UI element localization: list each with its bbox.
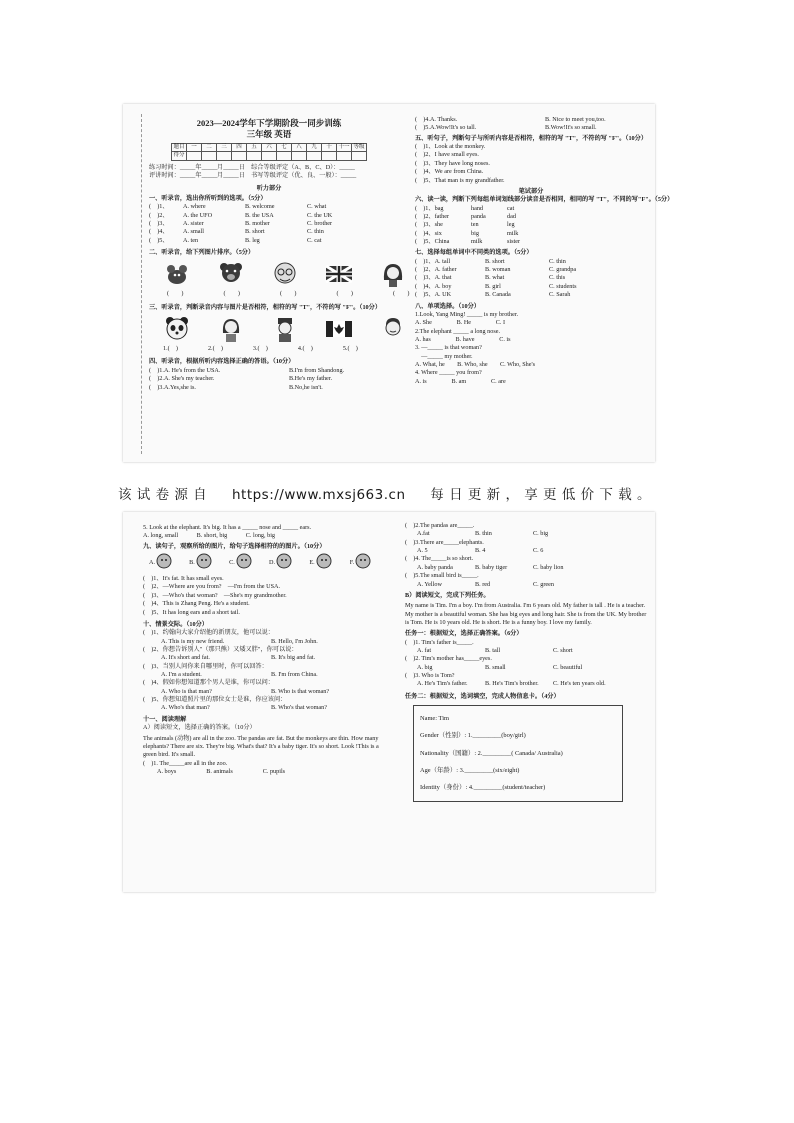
q8-title: 八、单项选择。（10分） bbox=[415, 302, 480, 310]
score-cell[interactable] bbox=[307, 152, 322, 160]
question-row bbox=[149, 367, 389, 375]
question-row bbox=[415, 266, 647, 274]
q8-line: 5. Look at the elephant. It's big. It has a _____ nose and _____ ears. bbox=[143, 524, 312, 531]
question-stem: ( )4、A. boy bbox=[415, 282, 452, 290]
answer-option[interactable]: B.Wow!It's so small. bbox=[545, 124, 597, 132]
q5-item: ( )1、Look at the monkey. bbox=[415, 143, 486, 151]
answer-option[interactable]: B. Canada bbox=[485, 291, 511, 299]
q7-list bbox=[415, 258, 647, 300]
question-row bbox=[149, 212, 389, 220]
question-row bbox=[149, 228, 389, 236]
answer-option[interactable]: A. Who is that man? bbox=[161, 687, 212, 695]
card-line: Gender（性别）: 1._________(boy/girl) bbox=[420, 732, 526, 740]
q8-line: A. is B. am C. are bbox=[415, 377, 506, 385]
q9-picture bbox=[147, 554, 175, 572]
question-row bbox=[415, 274, 647, 282]
score-cell[interactable] bbox=[322, 152, 337, 160]
task1-options bbox=[417, 647, 649, 655]
score-cell[interactable] bbox=[247, 152, 262, 160]
score-cell[interactable] bbox=[277, 152, 292, 160]
answer-option[interactable]: C. thin bbox=[549, 257, 566, 265]
rabbit-icon bbox=[155, 552, 173, 573]
readA-options bbox=[417, 581, 649, 589]
readA-title: A）阅读短文，选择正确的答案。（10分） bbox=[143, 724, 256, 732]
card-line: Nationality（国籍）: 2._________( Canada/ Australia) bbox=[420, 749, 563, 757]
question-row bbox=[415, 213, 647, 221]
card-line: Identity（身份）: 4._________(student/teacher) bbox=[420, 784, 546, 792]
q10-question: ( )2、你想告诉别人"（那只熊）又矮又胖"，你可以说： bbox=[143, 645, 298, 653]
answer-slot[interactable]: ( ) bbox=[223, 290, 240, 298]
task1-title: 任务一：根据短文，选择正确答案。（6分） bbox=[405, 630, 523, 638]
written-title: 笔试部分 bbox=[518, 187, 544, 195]
question-row bbox=[415, 258, 647, 266]
bottom-right-column bbox=[405, 522, 649, 802]
readA-question: ( )2.The pandas are_____. bbox=[405, 522, 475, 529]
answer-option[interactable]: A. baby panda bbox=[417, 563, 453, 571]
q9-item: ( )2、—Where are you from? —I'm from the USA. bbox=[143, 583, 281, 591]
q7-title: 七、选择每组单词中不同类的选项。（5分） bbox=[415, 249, 533, 257]
picture-label: B. bbox=[189, 558, 195, 566]
readA-question: ( )3.There are_____elephants. bbox=[405, 538, 484, 546]
score-header-cell: 一 bbox=[187, 143, 202, 151]
girl-icon bbox=[379, 260, 407, 288]
answer-option[interactable]: C. this bbox=[549, 274, 566, 282]
man-icon bbox=[235, 552, 253, 573]
q6-title: 六、读一读，判断下列每组单词划线部分读音是否相同，相同的写 "T"，不同的写"F"。（5分） bbox=[415, 196, 674, 204]
answer-option[interactable]: B. short bbox=[485, 257, 505, 265]
answer-option[interactable]: C. brother bbox=[307, 219, 333, 227]
score-header-cell: 七 bbox=[277, 143, 292, 151]
girl-icon bbox=[217, 315, 245, 343]
answer-option[interactable]: B. Who's that woman? bbox=[271, 704, 327, 712]
answer-option[interactable]: C. big bbox=[533, 530, 549, 538]
answer-option[interactable]: B. He's Tim's brother. bbox=[485, 680, 539, 688]
q5-item: ( )4、We are from China. bbox=[415, 168, 484, 176]
answer-option[interactable]: hand bbox=[471, 204, 484, 212]
listening-title: 听力部分 bbox=[256, 184, 282, 192]
bottom-left-column bbox=[143, 524, 393, 776]
readA-question: ( )4. The_____is so short. bbox=[405, 555, 474, 563]
score-header-cell: 题目 bbox=[173, 143, 185, 150]
q9-picture bbox=[187, 554, 215, 572]
task1-options bbox=[417, 680, 649, 688]
question-row bbox=[149, 384, 389, 392]
score-header-cell: 四 bbox=[232, 143, 247, 151]
q1-list bbox=[149, 203, 389, 245]
answer-option[interactable]: B. Nice to meet you,too. bbox=[545, 116, 606, 123]
panda-icon bbox=[163, 315, 191, 343]
answer-option[interactable]: big bbox=[471, 229, 479, 237]
question-stem: ( )2.A. She's my teacher. bbox=[149, 375, 215, 383]
readA-options bbox=[417, 530, 649, 538]
question-row bbox=[415, 205, 647, 213]
q10-list bbox=[143, 629, 393, 713]
answer-option[interactable]: panda bbox=[471, 212, 486, 220]
question-stem: ( )5.A.Wow!It's so tall. bbox=[415, 124, 477, 132]
question-stem: ( )2、 bbox=[149, 211, 169, 219]
answer-option[interactable]: C. grandpa bbox=[549, 266, 577, 274]
canada-flag-icon bbox=[325, 315, 353, 343]
q8-line: 3. —_____ is that woman? bbox=[415, 344, 482, 352]
answer-option[interactable]: B. thin bbox=[475, 530, 492, 538]
q8-list bbox=[415, 311, 647, 386]
score-cell: 得分 bbox=[173, 152, 185, 159]
question-stem: ( )5、 bbox=[149, 236, 169, 244]
q11-title: 十一、阅读理解 bbox=[143, 715, 187, 723]
card-line: Age（年龄）: 3._________(six/eight) bbox=[420, 767, 520, 775]
answer-option[interactable]: A. where bbox=[183, 203, 206, 211]
exam-page-bottom bbox=[123, 512, 655, 892]
readA-more bbox=[405, 522, 649, 589]
answer-option[interactable]: B. woman bbox=[485, 266, 511, 274]
score-cell[interactable] bbox=[217, 152, 232, 160]
score-header-cell: 三 bbox=[217, 143, 232, 151]
q9-picture bbox=[307, 554, 335, 572]
answer-option[interactable]: B. It's big and fat. bbox=[271, 654, 316, 662]
q9-picture bbox=[227, 554, 255, 572]
answer-option[interactable]: leg bbox=[507, 221, 515, 229]
score-header-cell: 十 bbox=[322, 143, 337, 151]
answer-option[interactable]: A. ten bbox=[183, 236, 199, 244]
question-row bbox=[415, 291, 647, 299]
q4-list bbox=[149, 367, 389, 392]
q10-question: ( )4、假如你想知道那个男人是谁，你可以问： bbox=[143, 679, 274, 687]
answer-option[interactable]: A. Yellow bbox=[417, 580, 442, 588]
q8-line: A. What, he B. Who, she C. Who, She's bbox=[415, 361, 536, 369]
question-stem: ( )3、she bbox=[415, 221, 443, 229]
score-table bbox=[171, 143, 367, 161]
question-stem: ( )3、 bbox=[149, 219, 169, 227]
grandpa-icon bbox=[271, 260, 299, 288]
answer-option[interactable]: C. green bbox=[533, 580, 554, 588]
q8-line: 2.The elephant _____ a long nose. bbox=[415, 327, 501, 335]
q10-options bbox=[161, 704, 393, 712]
readA-q1: ( )1. The_____are all in the zoo. bbox=[143, 759, 228, 767]
answer-option[interactable]: B. leg bbox=[245, 236, 260, 244]
q4-continued bbox=[415, 116, 647, 133]
q10-question: ( )5、你想知道照片里的那位女士是谁，你应该问： bbox=[143, 696, 287, 704]
exam-title: 2023—2024学年下学期阶段一同步训练 bbox=[196, 118, 342, 128]
question-stem: ( )4.A. Thanks. bbox=[415, 116, 458, 123]
answer-slot[interactable]: 2.( ) bbox=[207, 345, 223, 353]
score-cell[interactable] bbox=[337, 152, 352, 160]
eval-time: 评讲时间：_____年_____月_____日 书写等级评定（优、良、一般）：_____ bbox=[149, 172, 357, 180]
q3-answer-slots bbox=[163, 345, 389, 353]
question-stem: ( )2、A. father bbox=[415, 266, 457, 274]
question-row bbox=[415, 124, 647, 132]
score-cell[interactable] bbox=[262, 152, 277, 160]
q9-item: ( )4、This is Zhang Peng. He's a student. bbox=[143, 600, 250, 608]
picture-label: E. bbox=[309, 558, 315, 566]
top-left-column bbox=[149, 118, 410, 392]
answer-option[interactable]: milk bbox=[471, 238, 483, 246]
answer-option[interactable]: B. what bbox=[485, 274, 505, 282]
question-stem: ( )1、A. tall bbox=[415, 257, 451, 265]
q8-line: A. long, small B. short, big C. long, big bbox=[143, 532, 276, 540]
info-card bbox=[413, 705, 623, 801]
q10-options bbox=[161, 654, 393, 662]
answer-option[interactable]: B. red bbox=[475, 580, 491, 588]
boy-icon bbox=[271, 315, 299, 343]
score-cell[interactable] bbox=[187, 152, 202, 160]
task1-list bbox=[405, 639, 649, 689]
readA-q1-options bbox=[157, 768, 393, 776]
q1-title: 一、听录音，选出你所听到的选项。（5分） bbox=[149, 194, 267, 202]
picture-label: A. bbox=[148, 558, 155, 566]
banner-url[interactable]: https://www.mxsj663.cn bbox=[231, 487, 406, 503]
question-stem: ( )4、 bbox=[149, 228, 169, 236]
top-right-column bbox=[415, 116, 674, 386]
question-row bbox=[415, 238, 647, 246]
question-stem: ( )1、 bbox=[149, 203, 169, 211]
answer-option[interactable]: B. mother bbox=[245, 219, 270, 227]
answer-option[interactable]: B. Who is that woman? bbox=[271, 687, 330, 695]
answer-option[interactable]: B. 4 bbox=[475, 547, 486, 555]
answer-option[interactable]: B. the USA bbox=[245, 211, 274, 219]
answer-option[interactable]: B. I'm from China. bbox=[271, 671, 318, 679]
answer-option[interactable]: dad bbox=[507, 212, 516, 220]
answer-option[interactable]: B. short bbox=[245, 228, 265, 236]
score-cell[interactable] bbox=[292, 152, 307, 160]
q3-title: 三、听录音，判断录音内容与图片是否相符，相符的写 "T"，不符的写 "F"。（10分） bbox=[149, 303, 382, 311]
q8-line: —_____ my mother. bbox=[415, 352, 473, 360]
answer-slot[interactable]: 1.( ) bbox=[163, 345, 178, 353]
answer-option[interactable]: A. I'm a student. bbox=[161, 671, 202, 679]
answer-option[interactable]: C. baby lion bbox=[533, 563, 564, 571]
readB-title: B）阅读短文，完成下列任务。 bbox=[405, 591, 490, 599]
q8-line: 4. Where _____ you from? bbox=[415, 369, 482, 377]
answer-option[interactable]: B. animals bbox=[206, 767, 233, 775]
exam-page-top bbox=[123, 104, 674, 462]
answer-option[interactable]: cat bbox=[507, 204, 515, 212]
answer-slot[interactable]: 5.( ) bbox=[342, 345, 358, 353]
answer-option[interactable]: B.I'm from Shandong. bbox=[289, 366, 345, 374]
q4-title: 四、听录音，根据所听内容选择正确的答语。（10分） bbox=[149, 358, 295, 366]
q9-picture bbox=[347, 554, 375, 572]
answer-option[interactable]: A.fat bbox=[417, 530, 430, 538]
answer-option[interactable]: C. Sarah bbox=[549, 291, 571, 299]
answer-option[interactable]: B.He's my father. bbox=[289, 375, 333, 383]
q3-pictures bbox=[163, 315, 389, 343]
question-row bbox=[149, 375, 389, 383]
answer-option[interactable]: C. pupils bbox=[262, 767, 286, 775]
readA-options bbox=[417, 564, 649, 572]
answer-slot[interactable]: ( ) bbox=[280, 290, 297, 298]
q5-list bbox=[415, 143, 647, 185]
score-cell[interactable] bbox=[232, 152, 247, 160]
girl-icon bbox=[315, 552, 333, 573]
exam-subtitle: 三年级 英语 bbox=[246, 129, 292, 140]
q2-answer-slots bbox=[167, 290, 410, 298]
question-row bbox=[415, 116, 647, 124]
answer-option[interactable]: A. This is my new friend. bbox=[161, 637, 225, 645]
question-row bbox=[415, 221, 647, 229]
q9-item: ( )1、It's fat. It has small eyes. bbox=[143, 575, 224, 583]
q2-title: 二、听录音，给下列图片排序。（5分） bbox=[149, 249, 255, 257]
practice-time: 练习时间：_____年_____月_____日 综合等级评定（A、B、C、D）：_____ bbox=[149, 163, 355, 171]
q2-pictures bbox=[163, 260, 389, 288]
task1-question: ( )3. Who is Tom? bbox=[405, 672, 455, 680]
answer-option[interactable]: sister bbox=[507, 238, 521, 246]
task1-question: ( )2. Tim's mother has_____eyes. bbox=[405, 655, 492, 663]
readA-options bbox=[417, 547, 649, 555]
answer-option[interactable]: B. Hello, I'm John. bbox=[271, 637, 318, 645]
q9-title: 九、读句子，观察所给的图片，给句子选择相符的的图片。（10分） bbox=[143, 542, 326, 550]
answer-slot[interactable]: 3.( ) bbox=[252, 345, 268, 353]
q5-item: ( )2、I have small eyes. bbox=[415, 151, 479, 159]
q9-list bbox=[143, 575, 393, 617]
q8-line: A. has B. have C. is bbox=[415, 335, 511, 343]
score-header-cell: 八 bbox=[292, 143, 307, 151]
question-stem: ( )3、A. that bbox=[415, 274, 452, 282]
q8-line: A. She B. He C. I bbox=[415, 319, 506, 327]
answer-option[interactable]: A. small bbox=[183, 228, 204, 236]
answer-option[interactable]: A. big bbox=[417, 663, 433, 671]
answer-slot[interactable]: ( ) bbox=[393, 290, 410, 298]
q9-pictures bbox=[147, 554, 393, 572]
bear-icon bbox=[217, 260, 245, 288]
grandma-icon bbox=[275, 552, 293, 573]
question-stem: ( )4、six bbox=[415, 229, 442, 237]
readA-question: ( )5.The small bird is_____. bbox=[405, 572, 479, 580]
answer-option[interactable]: milk bbox=[507, 229, 519, 237]
question-row bbox=[149, 220, 389, 228]
answer-option[interactable]: C. He's ten years old. bbox=[553, 680, 606, 688]
answer-option[interactable]: A. sister bbox=[183, 219, 204, 227]
mouse-icon bbox=[163, 260, 191, 288]
q10-options bbox=[161, 638, 393, 646]
answer-option[interactable]: B. baby tiger bbox=[475, 563, 508, 571]
q5-item: ( )3、They have long noses. bbox=[415, 159, 490, 167]
score-header-cell: 九 bbox=[307, 143, 322, 151]
answer-option[interactable]: A. Who's that man? bbox=[161, 704, 210, 712]
answer-option[interactable]: C. thin bbox=[307, 228, 324, 236]
answer-option[interactable]: ten bbox=[471, 221, 479, 229]
answer-option[interactable]: B. welcome bbox=[245, 203, 275, 211]
picture-label: D. bbox=[268, 558, 275, 566]
readA-text: The animals (动物) are all in the zoo. The pandas are fat. But the monkeys are thin. How many elephants? There are six. They're big. What's that? It's a baby tiger. It's so short. Look !This is a green bird. It's small. bbox=[143, 734, 379, 759]
answer-option[interactable]: A. fat bbox=[417, 647, 432, 655]
banner-right: 每 日 更 新 ， 享 更 低 价 下 载 。 bbox=[430, 487, 652, 503]
card-line: Name: Tim bbox=[420, 715, 449, 723]
score-header-cell: 二 bbox=[202, 143, 217, 151]
answer-slot[interactable]: 4.( ) bbox=[297, 345, 313, 353]
q10-options bbox=[161, 688, 393, 696]
answer-option[interactable]: C. 6 bbox=[533, 547, 544, 555]
answer-slot[interactable]: ( ) bbox=[336, 290, 353, 298]
answer-slot[interactable]: ( ) bbox=[167, 290, 184, 298]
task1-options bbox=[417, 664, 649, 672]
score-header-cell: 十一 bbox=[338, 143, 350, 150]
answer-option[interactable]: B. small bbox=[485, 663, 506, 671]
answer-option[interactable]: A. boys bbox=[157, 767, 177, 775]
q5-item: ( )5、That man is my grandfather. bbox=[415, 176, 505, 184]
q9-item: ( )5、It has long ears and a short tail. bbox=[143, 608, 240, 616]
q9-item: ( )3、—Who's that woman? —She's my grandmother. bbox=[143, 591, 287, 599]
q10-question: ( )3、当别人问你来自哪里时，你可以回答： bbox=[143, 662, 268, 670]
q6-list bbox=[415, 205, 647, 247]
answer-option[interactable]: A. It's short and fat. bbox=[161, 654, 210, 662]
answer-option[interactable]: C. cat bbox=[307, 236, 322, 244]
binding-margin bbox=[129, 114, 142, 454]
task2-title: 任务二：根据短文，选词填空，完成人物信息卡。（4分） bbox=[405, 692, 560, 700]
question-stem: ( )5、A. UK bbox=[415, 291, 452, 299]
answer-option[interactable]: C. the UK bbox=[307, 211, 333, 219]
question-stem: ( )2、father bbox=[415, 212, 450, 220]
readB-text: My name is Tim. I'm a boy. I'm from Australia. I'm 6 years old. My father is tall . He is a teacher. My mother is a beautiful woman. She has big eyes and long hair. She is from the UK. My brother is Tom. He is 10 years old. He is short. He is a funny boy. I love my family. bbox=[405, 602, 647, 626]
q9-picture bbox=[267, 554, 295, 572]
score-header-cell: 等级 bbox=[353, 143, 365, 150]
q10-question: ( )1、约翰向大家介绍他的新朋友，他可以说： bbox=[143, 629, 274, 637]
answer-option[interactable]: C. what bbox=[307, 203, 327, 211]
answer-option[interactable]: A. the UFO bbox=[183, 211, 213, 219]
source-banner bbox=[118, 483, 678, 503]
uk-flag-icon bbox=[325, 260, 353, 288]
question-row bbox=[149, 203, 389, 211]
picture-label: F. bbox=[349, 558, 355, 566]
score-cell[interactable] bbox=[202, 152, 217, 160]
q8-continued bbox=[143, 524, 393, 541]
q8-line: 1.Look, Yang Ming! _____ is my brother. bbox=[415, 310, 519, 318]
question-stem: ( )3.A.Yes,she is. bbox=[149, 383, 196, 391]
question-stem: ( )1、bag bbox=[415, 204, 444, 212]
answer-option[interactable]: B. tall bbox=[485, 647, 501, 655]
answer-option[interactable]: C. short bbox=[553, 647, 573, 655]
answer-option[interactable]: C. students bbox=[549, 282, 577, 290]
boy-icon bbox=[379, 315, 407, 343]
answer-option[interactable]: B.No,he isn't. bbox=[289, 383, 323, 391]
pig-icon bbox=[354, 552, 372, 573]
question-stem: ( )5、China bbox=[415, 238, 450, 246]
question-row bbox=[415, 230, 647, 238]
banner-left: 该 试 卷 源 自 bbox=[118, 487, 208, 503]
answer-option[interactable]: B. girl bbox=[485, 282, 501, 290]
task1-question: ( )1. Tim's father is_____. bbox=[405, 638, 474, 646]
score-cell[interactable] bbox=[352, 152, 367, 160]
q5-title: 五、听句子，判断句子与所听内容是否相符，相符的写 "T"，不符的写 "F"。（10分） bbox=[415, 134, 648, 142]
answer-option[interactable]: C. beautiful bbox=[553, 663, 583, 671]
score-header-cell: 六 bbox=[262, 143, 277, 151]
score-header-cell: 五 bbox=[247, 143, 262, 151]
picture-label: C. bbox=[229, 558, 235, 566]
answer-option[interactable]: A. 5 bbox=[417, 547, 428, 555]
flag-icon bbox=[195, 552, 213, 573]
q10-title: 十、情景交际。（10分） bbox=[143, 620, 208, 628]
question-row bbox=[149, 237, 389, 245]
question-row bbox=[415, 283, 647, 291]
answer-option[interactable]: A. He's Tim's father. bbox=[417, 680, 468, 688]
question-stem: ( )1.A. He's from the USA. bbox=[149, 366, 221, 374]
